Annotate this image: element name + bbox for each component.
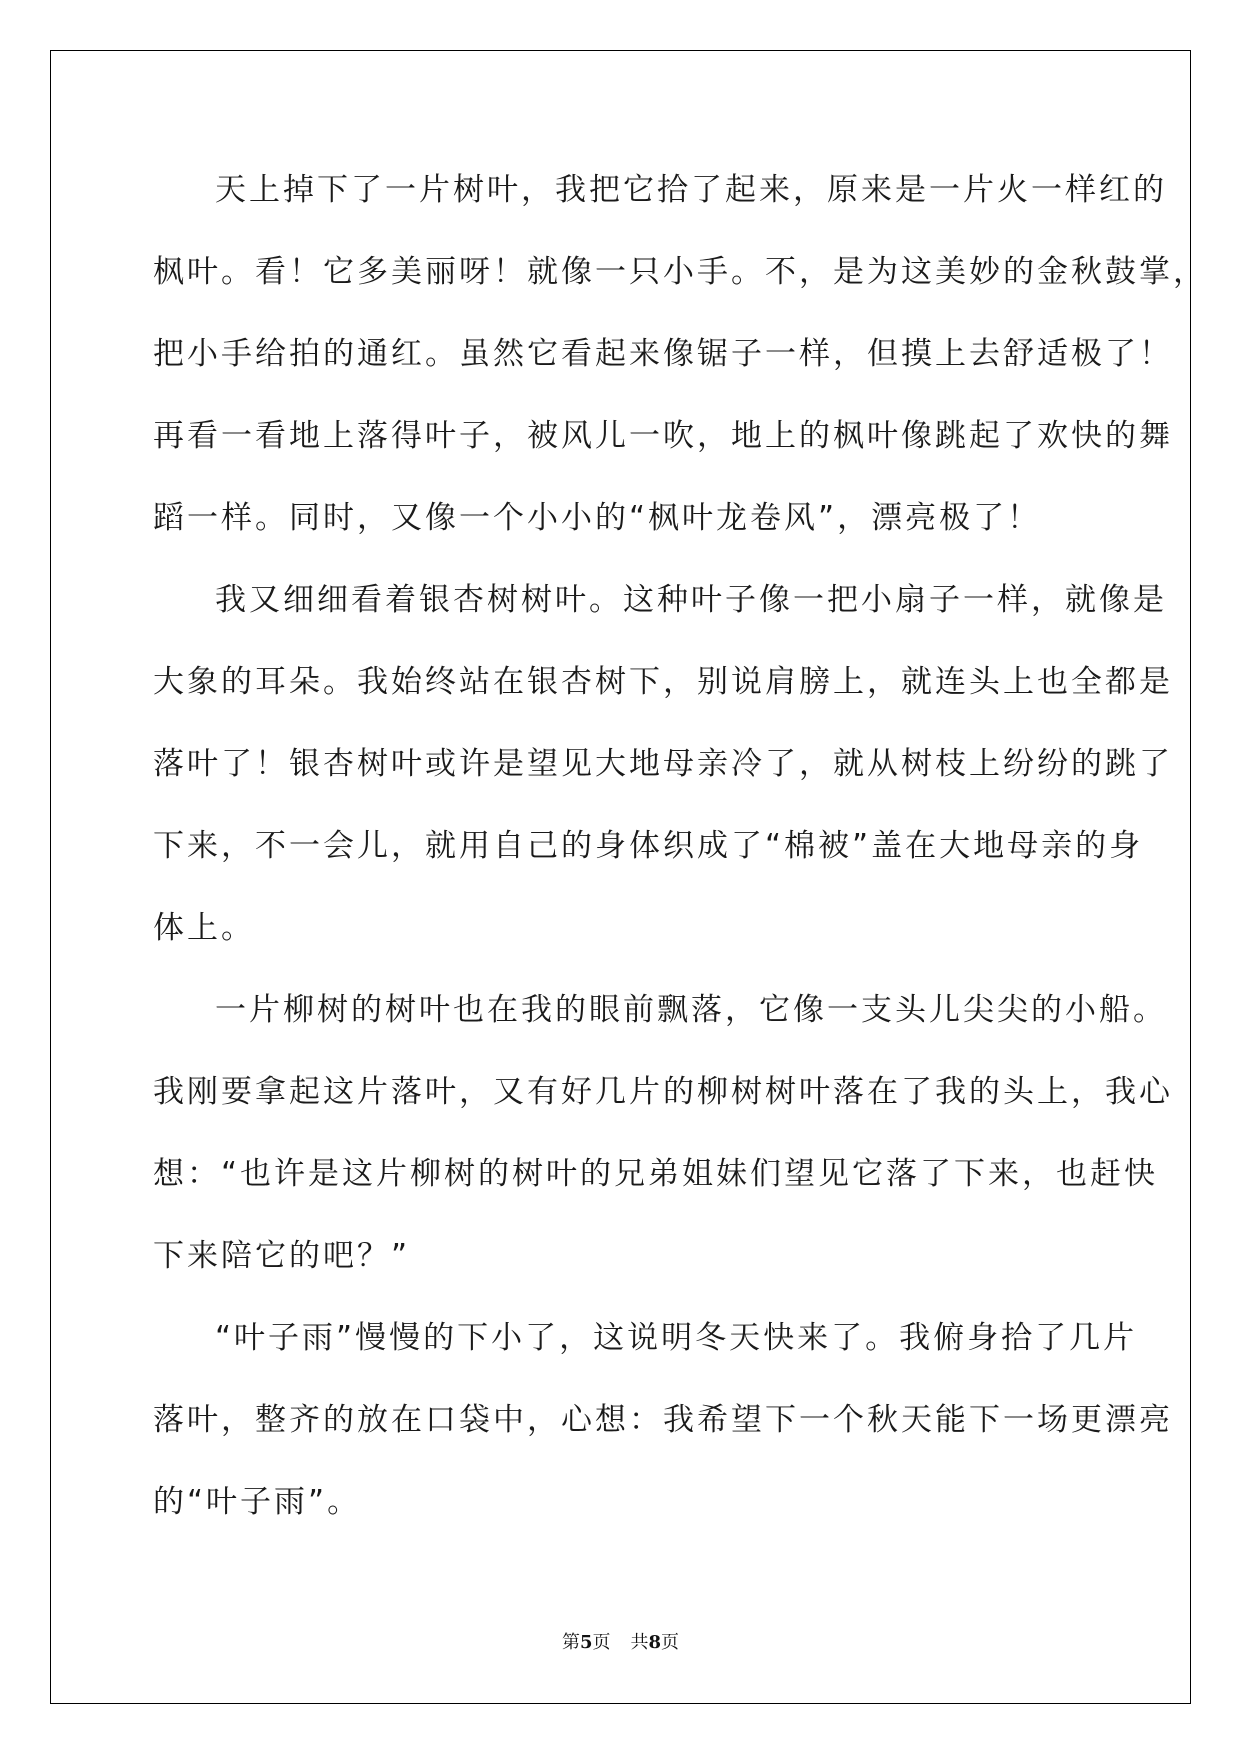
- total-prefix: 共: [630, 1632, 649, 1653]
- text-line: 我又细细看着银杏树树叶。这种叶子像一把小扇子一样，就像是: [215, 582, 1167, 618]
- total-suffix: 页: [661, 1632, 680, 1653]
- text-line: “叶子雨”慢慢的下小了，这说明冬天快来了。我俯身拾了几片: [215, 1320, 1138, 1356]
- text-line: 再看一看地上落得叶子，被风儿一吹，地上的枫叶像跳起了欢快的舞: [153, 418, 1173, 454]
- text-line: 我刚要拿起这片落叶，又有好几片的柳树树叶落在了我的头上，我心: [153, 1074, 1173, 1110]
- text-line: 落叶了！银杏树叶或许是望见大地母亲冷了，就从树枝上纷纷的跳了: [153, 746, 1173, 782]
- page-prefix: 第: [561, 1632, 580, 1653]
- text-line: 天上掉下了一片树叶，我把它拾了起来，原来是一片火一样红的: [215, 172, 1167, 208]
- text-line: 大象的耳朵。我始终站在银杏树下，别说肩膀上，就连头上也全都是: [153, 664, 1173, 700]
- current-page-number: 5: [579, 1632, 593, 1653]
- text-line: 下来陪它的吧？”: [153, 1238, 411, 1274]
- text-line: 枫叶。看！它多美丽呀！就像一只小手。不，是为这美妙的金秋鼓掌，: [153, 254, 1207, 290]
- page-suffix: 页: [592, 1632, 611, 1653]
- document-body: [153, 160, 1207, 1554]
- text-line: 下来，不一会儿，就用自己的身体织成了“棉被”盖在大地母亲的身: [153, 828, 1144, 864]
- text-line: 把小手给拍的通红。虽然它看起来像锯子一样，但摸上去舒适极了！: [153, 336, 1173, 372]
- text-line: 体上。: [153, 910, 255, 946]
- text-line: 一片柳树的树叶也在我的眼前飘落，它像一支头儿尖尖的小船。: [215, 992, 1167, 1028]
- text-line: 蹈一样。同时，又像一个小小的“枫叶龙卷风”，漂亮极了！: [153, 500, 1042, 536]
- text-line: 想：“也许是这片柳树的树叶的兄弟姐妹们望见它落了下来，也赶快: [153, 1156, 1159, 1192]
- total-page-number: 8: [648, 1632, 662, 1653]
- text-line: 落叶，整齐的放在口袋中，心想：我希望下一个秋天能下一场更漂亮: [153, 1402, 1173, 1438]
- page-number-footer: [0, 1628, 1241, 1654]
- text-line: 的“叶子雨”。: [153, 1484, 362, 1520]
